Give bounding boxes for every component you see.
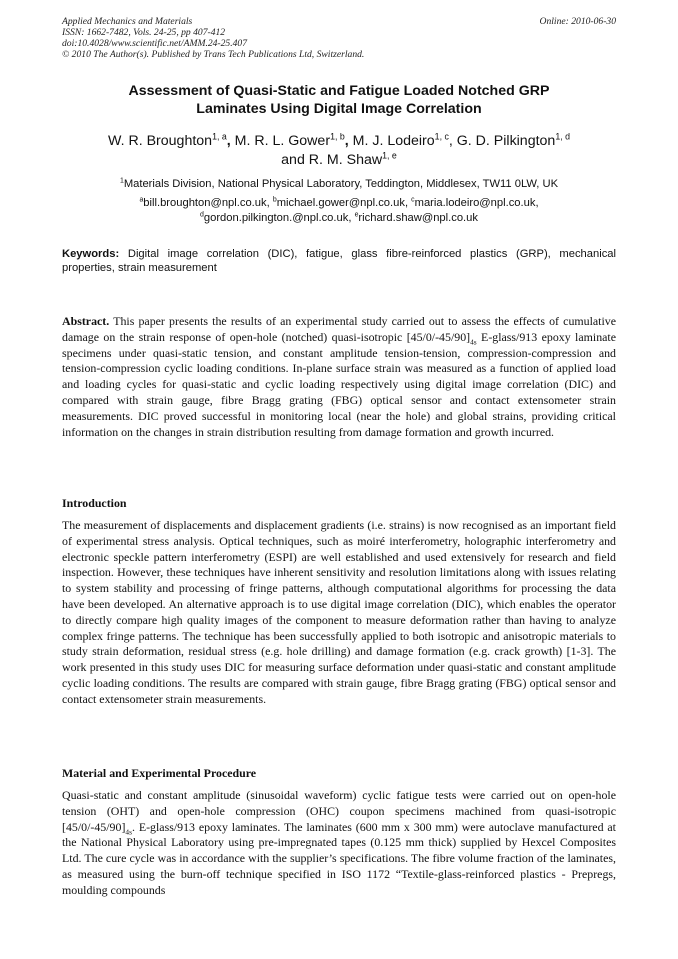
email-list: $^a$bill.broughton@npl.co.uk, $^b$michael.gower@npl.co.uk, $^c$maria.lodeiro@npl.co.uk, $^d$gordon.pilkington.@npl.co.uk, $^e$richard.shaw@npl.co.uk xyxy=(139,196,539,224)
online-date: Online: 2010-06-30 xyxy=(539,16,616,27)
email[interactable]: bill.broughton@npl.co.uk xyxy=(143,197,267,209)
journal-name: Applied Mechanics and Materials xyxy=(62,16,193,27)
affiliation-text: Materials Division, National Physical Laboratory, Teddington, Middlesex, TW11 0LW, UK xyxy=(123,178,559,190)
title-line-1: Assessment of Quasi-Static and Fatigue Loaded Notched GRP xyxy=(128,83,550,99)
email-sup: e xyxy=(354,211,359,219)
introduction-text: The measurement of displacements and displacement gradients (i.e. strains) is now recognised as an important field of experimental stress analysis. Optical techniques, such as moiré interferometry, holographic interferometry and electronic speckle pattern interferometry (ESPI) are well established and used extensively for research and field inspection. However, these techniques have inherent sensitivity and resolution limitations along with issues relating to system stability and processing of fringe patterns, although computational algorithms for processing the data have been developed. An alternative approach is to use digital image correlation (DIC), which enables the operator to directly compare high quality images of the component to measure deformation rather than having to analyze complex fringe patterns. The technique has been successfully applied to both isotropic and anisotropic materials to study strain deformation, residual stress (e.g. hole drilling) and damage formation (e.g. crack growth) [1-3]. The work presented in this study uses DIC for measuring surface deformation under quasi-static and constant amplitude cyclic loading conditions. The results are compared with strain gauge, fibre Bragg grating (FBG) optical sensor and contact extensometer strain measurements. xyxy=(62,518,616,706)
email[interactable]: gordon.pilkington.@npl.co.uk xyxy=(203,212,349,224)
author: M. R. L. Gower xyxy=(234,133,331,149)
materials-heading: Material and Experimental Procedure xyxy=(62,766,257,780)
author-list: W. R. Broughton$^{1, a}$, M. R. L. Gower$^{1, b}$, M. J. Lodeiro$^{1, c}$, G. D. Pilkington$^{1, d}$ and R. M. Shaw$^{1, e}$ xyxy=(107,131,571,168)
copyright: © 2010 The Author(s). Published by Trans Tech Publications Ltd, Switzerland. xyxy=(62,49,365,60)
email-sup: b xyxy=(272,196,277,204)
materials-text-2: . E-glass/913 epoxy laminates. The laminates (600 mm x 300 mm) were autoclave manufactured at the National Physical Laboratory using pre-impregnated tapes (0.125 mm thick) supplied by Hexcel Composites Ltd. The cure cycle was in accordance with the supplier’s specifications. The fibre volume fraction of the laminates, as measured using the burn-off technique specified in ISO 1172 “Textile-glass-reinforced plastics - Prepregs, moulding compounds xyxy=(62,819,616,897)
materials-subscript: 4s xyxy=(125,826,132,836)
abstract-text-1: This paper presents the results of an experimental study carried out to assess the effects of cumulative damage on the strain response of open-hole (notched) quasi-isotropic [45/0/-45/90] xyxy=(62,314,616,344)
introduction-heading: Introduction xyxy=(62,496,127,510)
affiliation-sup: 1 xyxy=(119,177,124,185)
author-sup: 1, d xyxy=(555,131,571,142)
abstract-label: Abstract. xyxy=(62,314,110,328)
paper-title xyxy=(62,82,616,118)
author-sup: 1, c xyxy=(434,131,449,142)
author: G. D. Pilkington xyxy=(456,133,556,149)
doi[interactable]: doi:10.4028/www.scientific.net/AMM.24-25.407 xyxy=(62,38,248,49)
affiliation xyxy=(62,177,616,191)
author: R. M. Shaw xyxy=(308,152,383,168)
author-sup: 1, e xyxy=(382,150,397,161)
title-line-2: Laminates Using Digital Image Correlation xyxy=(196,101,482,117)
keywords-label: Keywords: xyxy=(62,248,120,260)
author-sup: 1, b xyxy=(330,131,345,142)
authors-and: and xyxy=(281,152,305,168)
email[interactable]: richard.shaw@npl.co.uk xyxy=(358,212,478,224)
author: W. R. Broughton xyxy=(107,133,213,149)
author: M. J. Lodeiro xyxy=(352,133,435,149)
abstract-subscript: 4s xyxy=(470,337,477,347)
email[interactable]: maria.lodeiro@npl.co.uk xyxy=(414,197,536,209)
keywords xyxy=(62,247,616,275)
author-sup: 1, a xyxy=(212,131,227,142)
journal-header xyxy=(62,16,616,60)
issn: ISSN: 1662-7482, Vols. 24-25, pp 407-412 xyxy=(62,27,226,38)
abstract-text-2: E-glass/913 epoxy laminate specimens under quasi-static tension, and constant amplitude tension-tension, compression-compression and tension-compression cyclic loading conditions. In-plane surface strain was measured as a function of applied load and loading cycles for quasi-static and cyclic loading respectively using digital image correlation (DIC) and compared with strain gauge, fibre Bragg grating (FBG) optical sensor and contact extensometer strain measurements. DIC proved successful in monitoring local (near the hole) and global strains, providing critical information on the changes in strain distribution resulting from damage formation and growth incurred. xyxy=(62,329,616,439)
email[interactable]: michael.gower@npl.co.uk xyxy=(276,197,405,209)
email-sup: c xyxy=(411,196,415,204)
materials-text-1: Quasi-static and constant amplitude (sinusoidal waveform) cyclic fatigue tests were carried out on open-hole tension (OHT) and open-hole compression (OHC) coupon specimens machined from quasi-isotropic [45/0/-45/90] xyxy=(62,788,616,834)
email-sup: d xyxy=(200,211,204,219)
keywords-text: Digital image correlation (DIC), fatigue, glass fibre-reinforced plastics (GRP), mechanical properties, strain measurement xyxy=(62,248,617,274)
abstract xyxy=(62,314,616,440)
materials-text xyxy=(62,788,616,899)
email-sup: a xyxy=(139,196,144,204)
